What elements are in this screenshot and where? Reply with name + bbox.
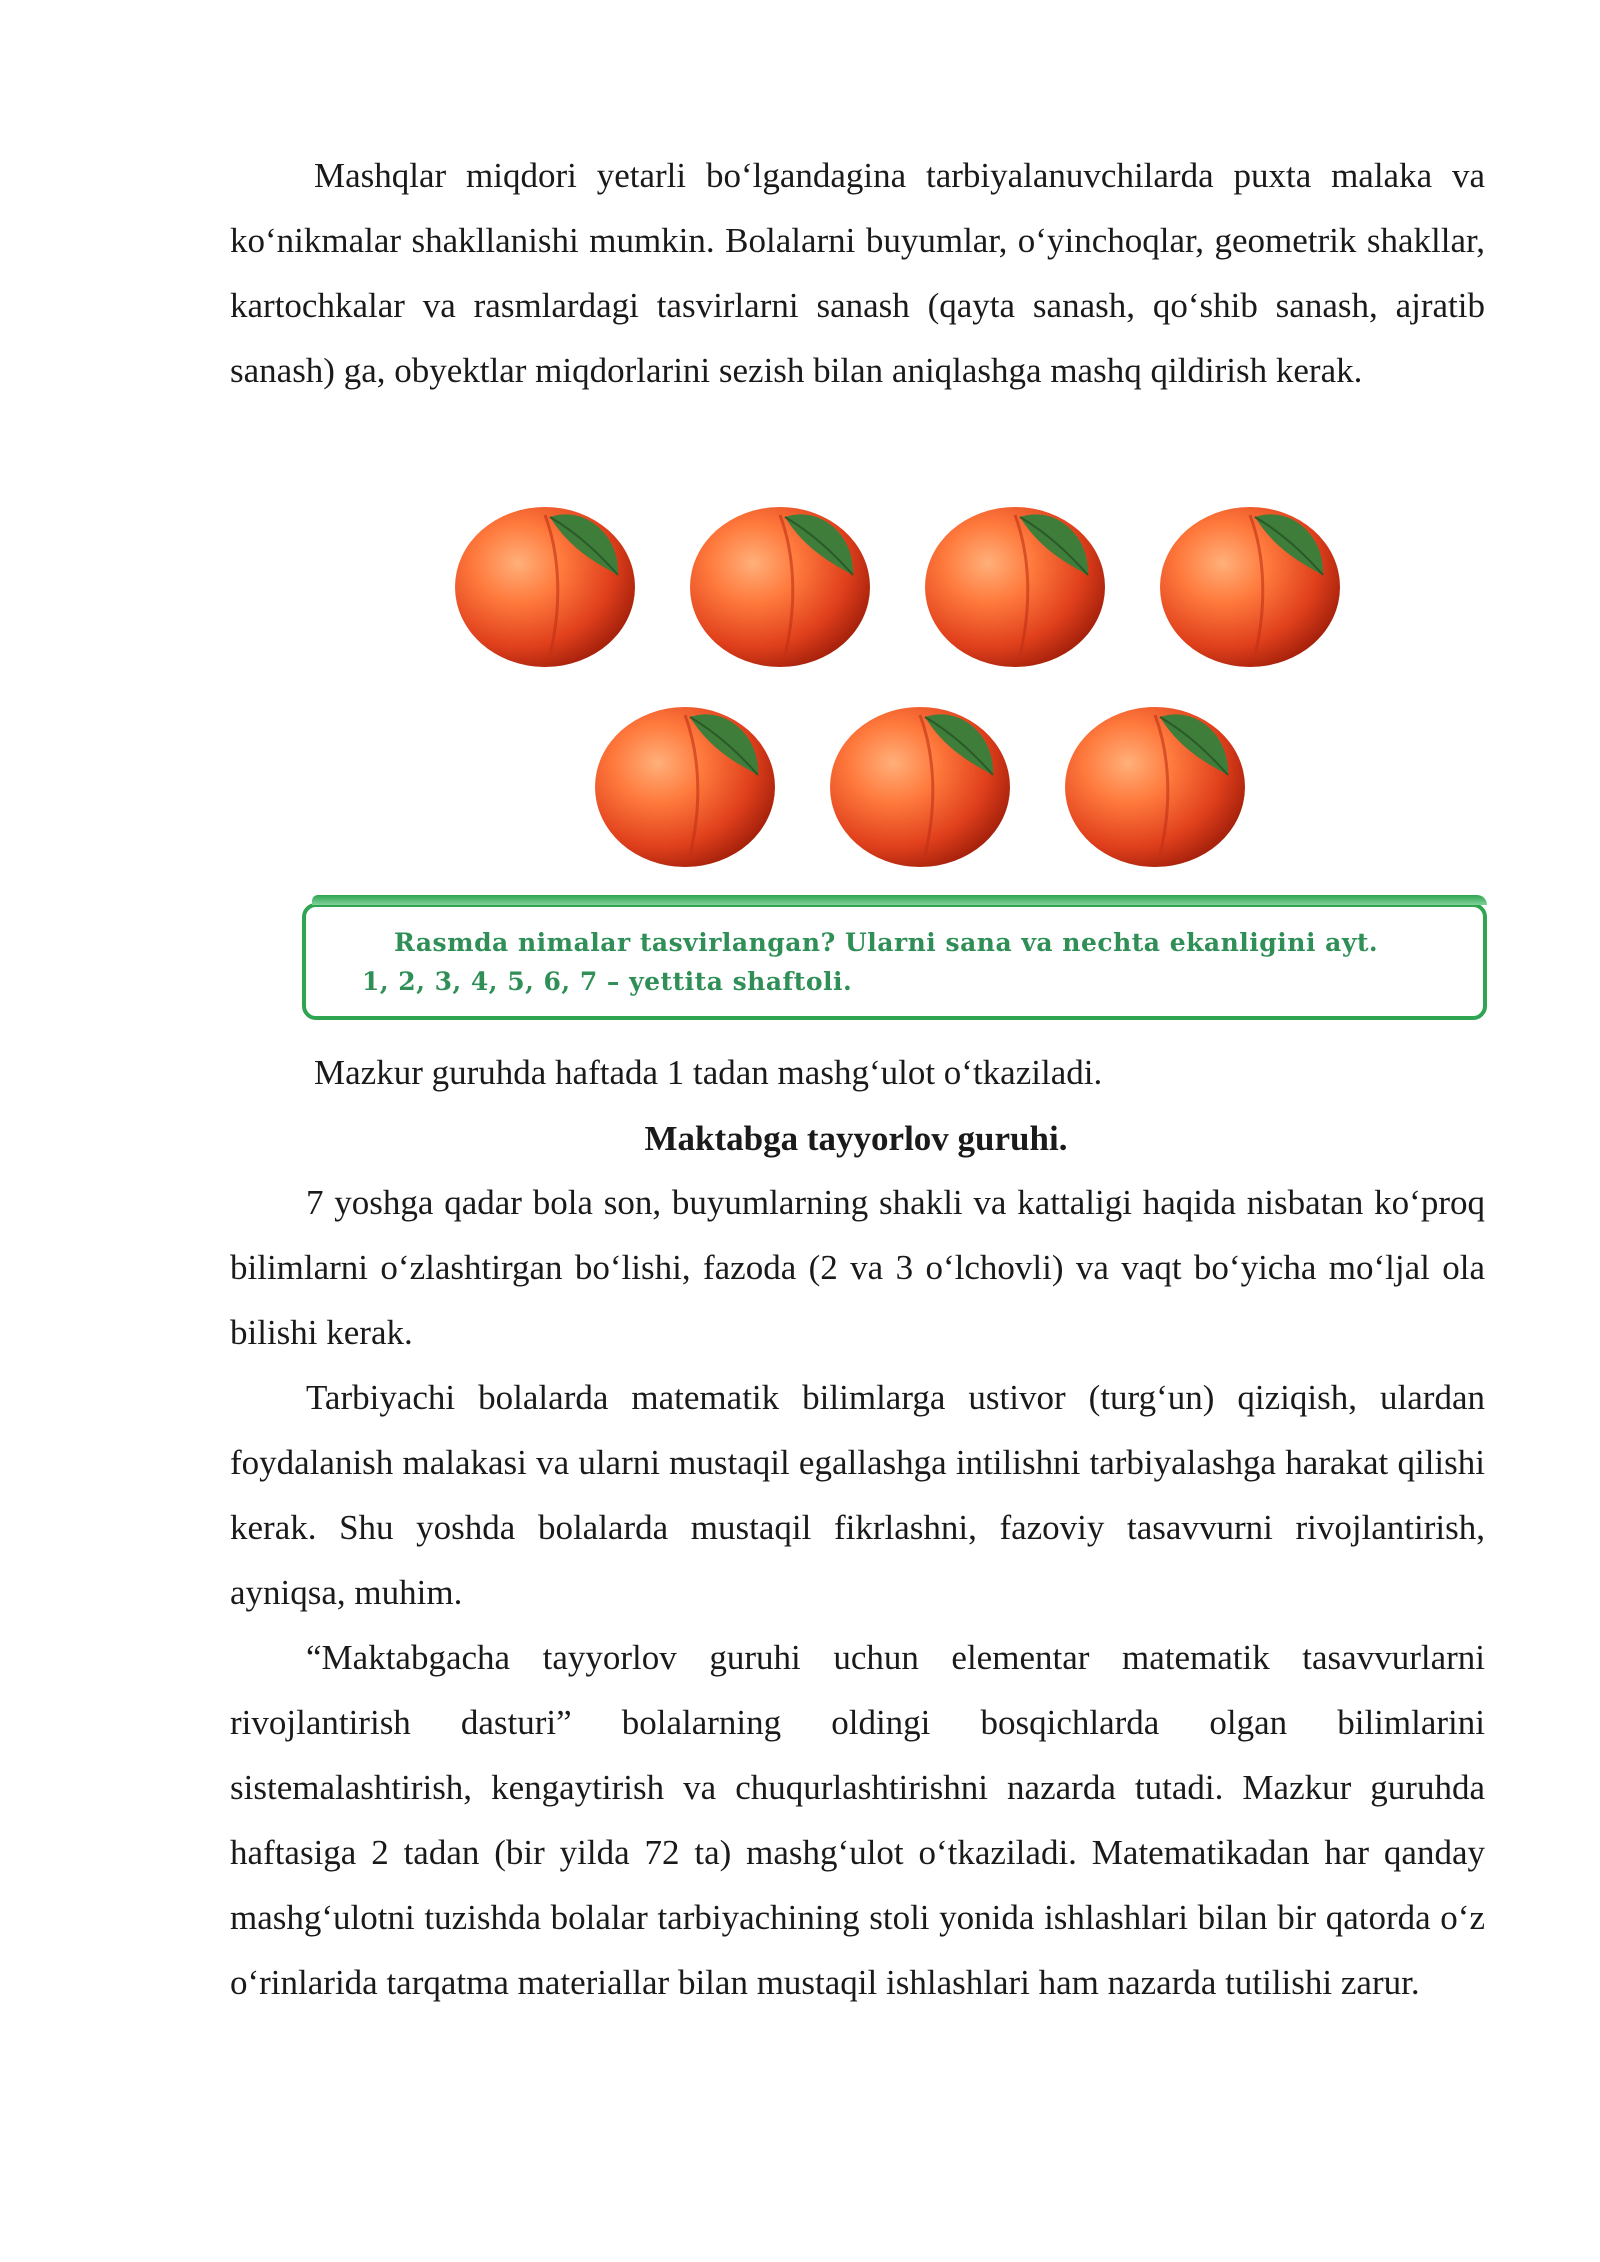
peach-image <box>450 495 640 670</box>
question-box-frame <box>302 903 1487 1020</box>
peaches-illustration <box>430 480 1370 880</box>
question-box-top-bar <box>312 895 1487 905</box>
paragraph-program-description: “Maktabgacha tayyorlov guruhi uchun elementar matematik tasavvurlarni rivojlantirish dasturi” bolalarning oldingi bosqichlarda olgan bilimlarini sistemalashtirish, kengaytirish va chuqurlashtirishni nazarda tutadi. Mazkur guruhda haftasiga 2 tadan (bir yilda 72 ta) mashg‘ulot o‘tkaziladi. Matematikadan har qanday mashg‘ulotni tuzishda bolalar tarbiyachining stoli yonida ishlashlari bilan bir qatorda o‘z o‘rinlarida tarqatma materiallar bilan mustaqil ishlashlari ham nazarda tutilishi zarur. <box>230 1638 1485 2002</box>
peach-image <box>1060 695 1250 870</box>
peach-image <box>590 695 780 870</box>
peach-image <box>685 495 875 670</box>
paragraph-teacher-interest: Tarbiyachi bolalarda matematik bilimlarga ustivor (turg‘un) qiziqish, ulardan foydalanish malakasi va ularni mustaqil egallashga intilishni tarbiyalashga harakat qilishi kerak. Shu yoshda bolalarda mustaqil fikrlashni, fazoviy tasavvurni rivojlantirish, ayniqsa, muhim. <box>230 1378 1485 1612</box>
section-heading: Maktabga tayyorlov guruhi. <box>644 1119 1068 1158</box>
paragraph-exercise-quantity: Mashqlar miqdori yetarli bo‘lgandagina tarbiyalanuvchilarda puxta malaka va ko‘nikmalar shakllanishi mumkin. Bolalarni buyumlar, o‘yinchoqlar, geometrik shakllar, kartochkalar va rasmlardagi tasvirlarni sanash (qayta sanash, qo‘shib sanash, ajratib sanash) ga, obyektlar miqdorlarini sezish bilan aniqlashga mashq qildirish kerak. <box>230 156 1485 390</box>
peach-image <box>1155 495 1345 670</box>
question-text: Rasmda nimalar tasvirlangan? Ularni sana va nechta ekanligini ayt. <box>394 928 1379 957</box>
paragraph-weekly-sessions: Mazkur guruhda haftada 1 tadan mashg‘ulot o‘tkaziladi. <box>314 1053 1103 1092</box>
peach-image <box>825 695 1015 870</box>
peach-image <box>920 495 1110 670</box>
textbook-question-box <box>302 895 1487 1020</box>
answer-text: 1, 2, 3, 4, 5, 6, 7 – yettita shaftoli. <box>362 967 853 996</box>
paragraph-age-seven-knowledge: 7 yoshga qadar bola son, buyumlarning shakli va kattaligi haqida nisbatan ko‘proq bilimlarni o‘zlashtirgan bo‘lishi, fazoda (2 va 3 o‘lchovli) va vaqt bo‘yicha mo‘ljal ola bilishi kerak. <box>230 1183 1485 1352</box>
